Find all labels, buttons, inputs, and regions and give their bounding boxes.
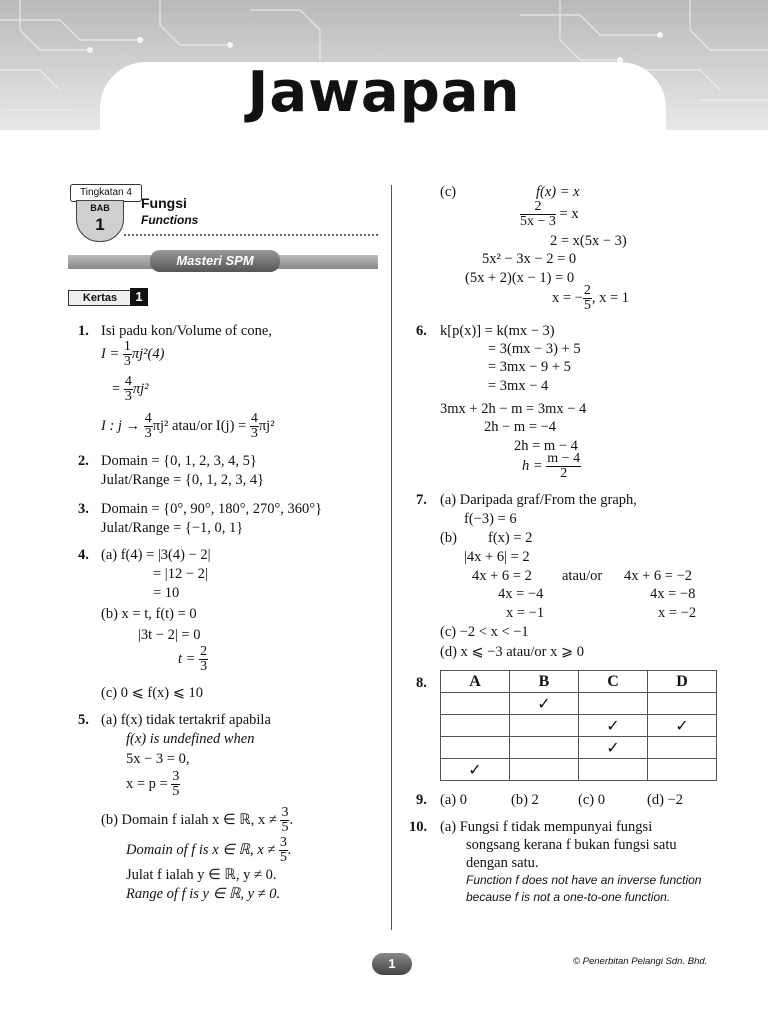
kertas-label: Kertas xyxy=(68,290,132,306)
q5-a1: (a) f(x) tidak tertakrif apabila xyxy=(101,712,271,728)
q6-line3: = 3mx − 9 + 5 xyxy=(488,359,571,375)
q5c-label: (c) xyxy=(440,184,457,200)
table-header-cell: D xyxy=(648,671,717,693)
q7-d: (d) x ⩽ −3 atau/or x ⩾ 0 xyxy=(440,644,585,660)
q10-line5: because f is not a one-to-one function. xyxy=(466,890,671,904)
q2-number: 2. xyxy=(78,453,89,469)
q7-b3: 4x + 6 = 2 xyxy=(472,568,532,584)
q6-line2: = 3(mx − 3) + 5 xyxy=(488,341,581,357)
q3-line1: Domain = {0°, 90°, 180°, 270°, 360°} xyxy=(101,501,323,517)
q9-a: (a) 0 xyxy=(440,792,467,808)
table-cell xyxy=(579,693,648,715)
table-header-cell: B xyxy=(510,671,579,693)
q1-number: 1. xyxy=(78,323,89,339)
q10-line1: (a) Fungsi f tidak mempunyai fungsi xyxy=(440,819,653,835)
table-cell xyxy=(648,759,717,781)
table-row xyxy=(441,715,717,737)
table-header-cell: A xyxy=(441,671,510,693)
q1-eq1: I = $\frac{1}{3}$ πj²(4) xyxy=(101,339,165,369)
page-number: 1 xyxy=(372,953,412,975)
q7-b4: 4x = −4 xyxy=(498,586,544,602)
q4-a3: = 10 xyxy=(153,585,180,601)
q1-eq2: = $\frac{4}{3}$ πj² xyxy=(112,374,149,404)
q7-b5: x = −1 xyxy=(506,605,545,621)
q4-b2: |3t − 2| = 0 xyxy=(138,627,201,643)
q7-b2: |4x + 6| = 2 xyxy=(464,549,530,565)
chapter-title: Fungsi xyxy=(141,195,187,211)
q6-line5: 3mx + 2h − m = 3mx − 4 xyxy=(440,401,587,417)
bab-label: BAB xyxy=(90,203,110,213)
q5-b4: Range of f is y ∈ ℝ, y ≠ 0. xyxy=(126,886,281,902)
table-row xyxy=(441,737,717,759)
table-row xyxy=(441,759,717,781)
q5-number: 5. xyxy=(78,712,89,728)
table-cell xyxy=(579,759,648,781)
table-cell xyxy=(648,693,717,715)
chapter-subtitle: Functions xyxy=(141,213,199,227)
q5c-line2: $\frac{2}{5x - 3}$ = x xyxy=(520,199,579,229)
kertas-number: 1 xyxy=(130,288,148,306)
table-cell xyxy=(648,737,717,759)
table-cell: ✓ xyxy=(441,759,510,781)
q7-b-label: (b) xyxy=(440,530,457,546)
table-header-row xyxy=(441,671,717,693)
q7-a1: (a) Daripada graf/From the graph, xyxy=(440,492,637,508)
table-cell xyxy=(441,737,510,759)
table-cell xyxy=(510,759,579,781)
q4-a1: (a) f(4) = |3(4) − 2| xyxy=(101,547,211,563)
q5-a3: 5x − 3 = 0, xyxy=(126,751,190,767)
table-cell: ✓ xyxy=(579,737,648,759)
section-title: Masteri SPM xyxy=(150,250,280,272)
q10-line4: Function f does not have an inverse function xyxy=(466,873,702,887)
copyright: © Penerbitan Pelangi Sdn. Bhd. xyxy=(573,956,708,967)
q8-number: 8. xyxy=(416,675,427,691)
table-row xyxy=(441,693,717,715)
table-cell: ✓ xyxy=(579,715,648,737)
q2-line2: Julat/Range = {0, 1, 2, 3, 4} xyxy=(101,472,265,488)
q9-d: (d) −2 xyxy=(647,792,683,808)
q7-b1: f(x) = 2 xyxy=(488,530,533,546)
q7-a2: f(−3) = 6 xyxy=(464,511,517,527)
q7-c: (c) −2 < x < −1 xyxy=(440,624,529,640)
q3-line2: Julat/Range = {−1, 0, 1} xyxy=(101,520,244,536)
q6-line4: = 3mx − 4 xyxy=(488,378,549,394)
q9-number: 9. xyxy=(416,792,427,808)
table-cell: ✓ xyxy=(648,715,717,737)
q7-b4-right: 4x = −8 xyxy=(650,586,696,602)
q1-line: Isi padu kon/Volume of cone, xyxy=(101,323,272,339)
q7-b3-right: 4x + 6 = −2 xyxy=(624,568,693,584)
q6-line7: 2h = m − 4 xyxy=(514,438,578,454)
q4-b3: t = $\frac{2}{3}$ xyxy=(178,644,208,674)
q5-b3: Julat f ialah y ∈ ℝ, y ≠ 0. xyxy=(126,867,277,883)
column-divider xyxy=(391,185,392,930)
q8-answer-table xyxy=(440,670,717,781)
q7-number: 7. xyxy=(416,492,427,508)
q5-a4: x = p = $\frac{3}{5}$ xyxy=(126,769,180,799)
table-cell xyxy=(510,737,579,759)
q5c-line1: f(x) = x xyxy=(536,184,580,200)
q5-a2: f(x) is undefined when xyxy=(126,731,255,747)
table-header-cell: C xyxy=(579,671,648,693)
q6-line8: h = $\frac{m - 4}{2}$ xyxy=(522,451,581,481)
q4-c1: (c) 0 ⩽ f(x) ⩽ 10 xyxy=(101,685,204,701)
q5c-line3: 2 = x(5x − 3) xyxy=(550,233,627,249)
q10-line3: dengan satu. xyxy=(466,855,539,871)
q5-b1: (b) Domain f ialah x ∈ ℝ, x ≠ $\frac{3}{5}$ . xyxy=(101,805,294,835)
q5c-line4: 5x² − 3x − 2 = 0 xyxy=(482,251,577,267)
q6-line1: k[p(x)] = k(mx − 3) xyxy=(440,323,555,339)
q5c-line6: x = − $\frac{2}{5}$ , x = 1 xyxy=(552,283,630,313)
q5c-line5: (5x + 2)(x − 1) = 0 xyxy=(465,270,575,286)
q6-number: 6. xyxy=(416,323,427,339)
chapter-divider xyxy=(124,234,378,236)
q4-number: 4. xyxy=(78,547,89,563)
q10-line2: songsang kerana f bukan fungsi satu xyxy=(466,837,677,853)
q9-b: (b) 2 xyxy=(511,792,539,808)
q7-b5-right: x = −2 xyxy=(658,605,697,621)
table-cell xyxy=(441,693,510,715)
q3-number: 3. xyxy=(78,501,89,517)
q6-line6: 2h − m = −4 xyxy=(484,419,557,435)
table-cell: ✓ xyxy=(510,693,579,715)
q5-b2: Domain of f is x ∈ ℝ, x ≠ $\frac{3}{5}$ . xyxy=(126,835,292,865)
q4-a2: = |12 − 2| xyxy=(153,566,208,582)
tingkatan-label: Tingkatan 4 xyxy=(70,184,142,202)
q1-eq3: I : j → $\frac{4}{3}$ πj² atau/or I(j) = $\frac{4}{3}$ πj² xyxy=(101,411,275,441)
table-cell xyxy=(441,715,510,737)
q2-line1: Domain = {0, 1, 2, 3, 4, 5} xyxy=(101,453,257,469)
table-cell xyxy=(510,715,579,737)
q9-c: (c) 0 xyxy=(578,792,605,808)
bab-number: 1 xyxy=(95,215,105,234)
q7-b3-or: atau/or xyxy=(562,568,603,584)
q4-b1: (b) x = t, f(t) = 0 xyxy=(101,606,197,622)
page-title: Jawapan xyxy=(247,60,521,125)
q10-number: 10. xyxy=(409,819,428,835)
